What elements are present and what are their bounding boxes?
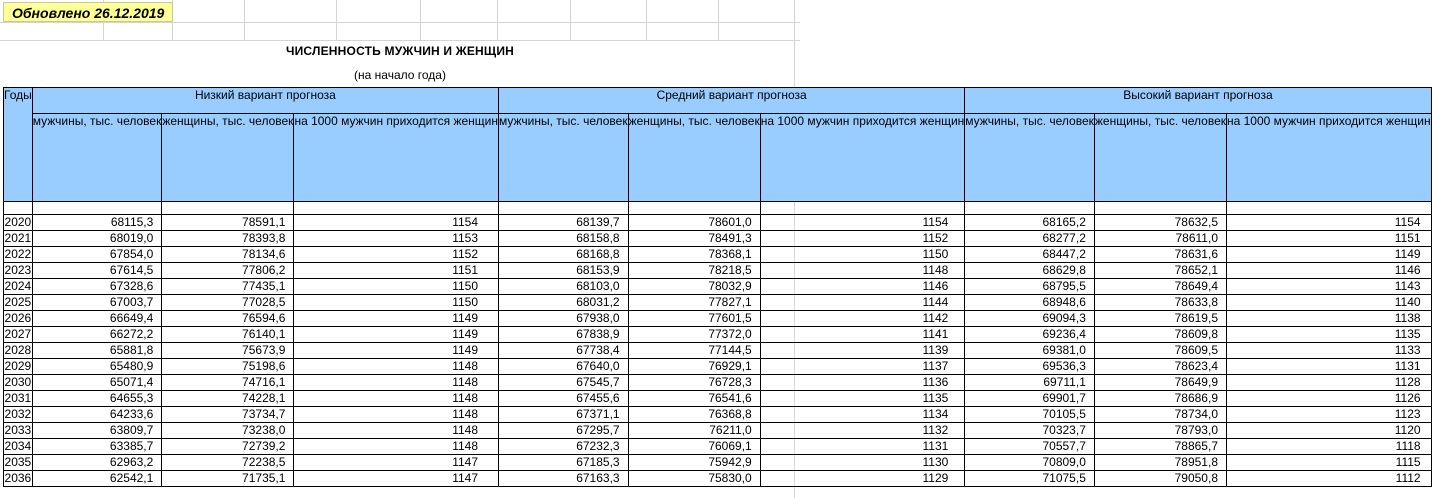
table-row [4, 455, 1432, 471]
cell-low-women[interactable]: 72739,2 [162, 439, 294, 455]
cell-mid-women[interactable]: 76368,8 [628, 407, 760, 423]
cell-high-women[interactable]: 78865,7 [1094, 439, 1226, 455]
cell-high-ratio[interactable]: 1149 [1227, 247, 1432, 263]
population-table [3, 87, 1432, 487]
table-row [4, 327, 1432, 343]
cell-high-ratio[interactable]: 1133 [1227, 343, 1432, 359]
cell-high-women[interactable]: 78649,4 [1094, 279, 1226, 295]
table-row [4, 295, 1432, 311]
cell-mid-ratio[interactable]: 1135 [760, 391, 965, 407]
cell-year[interactable]: 2021 [4, 231, 32, 245]
table-row [4, 423, 1432, 439]
cell-high-men[interactable]: 68447,2 [965, 247, 1095, 263]
cell-mid-men[interactable]: 68031,2 [499, 295, 629, 311]
cell-mid-women[interactable]: 77144,5 [628, 343, 760, 359]
cell-low-women[interactable]: 77028,5 [162, 295, 294, 311]
cell-high-men[interactable]: 69381,0 [965, 343, 1095, 359]
header-mid-variant[interactable]: Средний вариант прогноза [499, 88, 965, 114]
cell-mid-ratio[interactable]: 1141 [760, 327, 965, 343]
table-row [4, 231, 1432, 247]
cell-mid-women[interactable]: 75830,0 [628, 471, 760, 487]
spacer-row [4, 202, 1432, 215]
cell-low-women[interactable]: 75198,6 [162, 359, 294, 375]
cell-mid-women[interactable]: 77372,0 [628, 327, 760, 343]
cell-low-men[interactable]: 65480,9 [32, 359, 162, 375]
table-row [4, 263, 1432, 279]
cell-high-women[interactable]: 78633,8 [1094, 295, 1226, 311]
cell-high-ratio[interactable]: 1151 [1227, 231, 1432, 247]
cell-low-men[interactable]: 63385,7 [32, 439, 162, 455]
cell-mid-ratio[interactable]: 1146 [760, 279, 965, 295]
table-row [4, 375, 1432, 391]
cell-low-men[interactable]: 68019,0 [32, 231, 162, 247]
cell-mid-ratio[interactable]: 1148 [760, 263, 965, 279]
cell-year[interactable]: 2023 [4, 263, 32, 277]
cell-high-ratio[interactable]: 1140 [1227, 295, 1432, 311]
cell-high-women[interactable]: 78611,0 [1094, 231, 1226, 247]
table-body [4, 215, 1432, 487]
table-row [4, 343, 1432, 359]
cell-year[interactable]: 2028 [4, 343, 32, 357]
cell-high-women[interactable]: 78619,5 [1094, 311, 1226, 327]
header-men[interactable]: мужчины, тыс. человек [965, 114, 1095, 202]
cell-high-ratio[interactable]: 1154 [1227, 215, 1432, 231]
cell-high-women[interactable]: 78951,8 [1094, 455, 1226, 471]
cell-low-ratio[interactable]: 1154 [294, 215, 499, 231]
header-years[interactable]: Годы [4, 88, 33, 202]
cell-low-ratio[interactable]: 1148 [294, 407, 499, 423]
cell-low-ratio[interactable]: 1151 [294, 263, 499, 279]
cell-high-women[interactable]: 78649,9 [1094, 375, 1226, 391]
cell-high-men[interactable]: 68795,5 [965, 279, 1095, 295]
header-women[interactable]: женщины, тыс. человек [1094, 114, 1226, 202]
cell-mid-women[interactable]: 77601,5 [628, 311, 760, 327]
cell-mid-women[interactable]: 75942,9 [628, 455, 760, 471]
table-title: ЧИСЛЕННОСТЬ МУЖЧИН И ЖЕНЩИН [285, 44, 515, 58]
cell-high-ratio[interactable]: 1115 [1227, 455, 1432, 471]
cell-high-women[interactable]: 78609,5 [1094, 343, 1226, 359]
cell-high-women[interactable]: 78609,8 [1094, 327, 1226, 343]
cell-low-ratio[interactable]: 1147 [294, 471, 499, 487]
cell-mid-ratio[interactable]: 1132 [760, 423, 965, 439]
cell-mid-men[interactable]: 67738,4 [499, 343, 629, 359]
cell-high-men[interactable]: 70105,5 [965, 407, 1095, 423]
cell-mid-men[interactable]: 67295,7 [499, 423, 629, 439]
cell-low-men[interactable]: 65881,8 [32, 343, 162, 359]
cell-high-ratio[interactable]: 1138 [1227, 311, 1432, 327]
cell-mid-ratio[interactable]: 1131 [760, 439, 965, 455]
cell-mid-men[interactable]: 67232,3 [499, 439, 629, 455]
cell-low-men[interactable]: 64233,6 [32, 407, 162, 423]
cell-low-ratio[interactable]: 1147 [294, 455, 499, 471]
cell-high-women[interactable]: 78686,9 [1094, 391, 1226, 407]
header-men[interactable]: мужчины, тыс. человек [32, 114, 162, 202]
cell-high-ratio[interactable]: 1112 [1227, 471, 1432, 487]
cell-high-men[interactable]: 68629,8 [965, 263, 1095, 279]
header-ratio[interactable]: на 1000 мужчин приходится женщин [294, 114, 499, 202]
cell-high-women[interactable]: 79050,8 [1094, 471, 1226, 487]
cell-mid-men[interactable]: 68158,8 [499, 231, 629, 247]
cell-mid-ratio[interactable]: 1134 [760, 407, 965, 423]
cell-high-ratio[interactable]: 1118 [1227, 439, 1432, 455]
grid-line [570, 0, 571, 40]
cell-high-men[interactable]: 71075,5 [965, 471, 1095, 487]
cell-year[interactable]: 2020 [4, 215, 32, 229]
table-row [4, 359, 1432, 375]
cell-mid-men[interactable]: 67938,0 [499, 311, 629, 327]
table-row [4, 391, 1432, 407]
cell-mid-men[interactable]: 67185,3 [499, 455, 629, 471]
grid-line [718, 0, 719, 40]
cell-high-men[interactable]: 68277,2 [965, 231, 1095, 247]
cell-high-women[interactable]: 78652,1 [1094, 263, 1226, 279]
header-ratio[interactable]: на 1000 мужчин приходится женщин [760, 114, 965, 202]
cell-high-men[interactable]: 70557,7 [965, 439, 1095, 455]
cell-low-men[interactable]: 62542,1 [32, 471, 162, 487]
cell-low-women[interactable]: 73734,7 [162, 407, 294, 423]
header-women[interactable]: женщины, тыс. человек [628, 114, 760, 202]
cell-low-women[interactable]: 76594,6 [162, 311, 294, 327]
cell-mid-women[interactable]: 78491,3 [628, 231, 760, 247]
cell-mid-women[interactable]: 77827,1 [628, 295, 760, 311]
cell-low-women[interactable]: 78393,8 [162, 231, 294, 247]
cell-low-men[interactable]: 63809,7 [32, 423, 162, 439]
cell-low-ratio[interactable]: 1149 [294, 311, 499, 327]
cell-mid-men[interactable]: 67838,9 [499, 327, 629, 343]
header-high-variant[interactable]: Высокий вариант прогноза [965, 88, 1431, 114]
cell-mid-men[interactable]: 67640,0 [499, 359, 629, 375]
cell-year[interactable]: 2026 [4, 311, 32, 325]
cell-low-men[interactable]: 67328,6 [32, 279, 162, 295]
cell-high-ratio[interactable]: 1131 [1227, 359, 1432, 375]
table-row [4, 471, 1432, 487]
cell-low-men[interactable]: 67854,0 [32, 247, 162, 263]
cell-mid-men[interactable]: 68153,9 [499, 263, 629, 279]
cell-high-ratio[interactable]: 1143 [1227, 279, 1432, 295]
cell-high-women[interactable]: 78632,5 [1094, 215, 1226, 231]
cell-low-women[interactable]: 76140,1 [162, 327, 294, 343]
cell-mid-ratio[interactable]: 1152 [760, 231, 965, 247]
cell-mid-men[interactable]: 67163,3 [499, 471, 629, 487]
cell-year[interactable]: 2035 [4, 455, 32, 469]
cell-high-men[interactable]: 69711,1 [965, 375, 1095, 391]
grid-line [336, 0, 337, 40]
cell-mid-ratio[interactable]: 1139 [760, 343, 965, 359]
cell-mid-women[interactable]: 76211,0 [628, 423, 760, 439]
cell-year[interactable]: 2032 [4, 407, 32, 421]
cell-mid-women[interactable]: 78368,1 [628, 247, 760, 263]
cell-year[interactable]: 2036 [4, 471, 32, 485]
cell-high-ratio[interactable]: 1128 [1227, 375, 1432, 391]
cell-mid-men[interactable]: 67545,7 [499, 375, 629, 391]
cell-high-ratio[interactable]: 1126 [1227, 391, 1432, 407]
cell-low-women[interactable]: 71735,1 [162, 471, 294, 487]
grid-line [497, 0, 498, 40]
cell-low-men[interactable]: 62963,2 [32, 455, 162, 471]
cell-low-ratio[interactable]: 1153 [294, 231, 499, 247]
cell-mid-men[interactable]: 68103,0 [499, 279, 629, 295]
cell-low-women[interactable]: 75673,9 [162, 343, 294, 359]
cell-low-ratio[interactable]: 1148 [294, 359, 499, 375]
cell-high-men[interactable]: 69901,7 [965, 391, 1095, 407]
header-low-variant[interactable]: Низкий вариант прогноза [32, 88, 498, 114]
cell-low-men[interactable]: 67614,5 [32, 263, 162, 279]
cell-year[interactable]: 2034 [4, 439, 32, 453]
updated-date-label[interactable]: Обновлено 26.12.2019 [3, 2, 173, 22]
cell-mid-ratio[interactable]: 1154 [760, 215, 965, 231]
cell-low-women[interactable]: 77806,2 [162, 263, 294, 279]
header-ratio[interactable]: на 1000 мужчин приходится женщин [1227, 114, 1432, 202]
cell-mid-ratio[interactable]: 1142 [760, 311, 965, 327]
cell-low-men[interactable]: 64655,3 [32, 391, 162, 407]
cell-mid-ratio[interactable]: 1150 [760, 247, 965, 263]
table-row [4, 215, 1432, 231]
cell-mid-ratio[interactable]: 1129 [760, 471, 965, 487]
cell-year[interactable]: 2027 [4, 327, 32, 341]
cell-mid-ratio[interactable]: 1136 [760, 375, 965, 391]
cell-low-men[interactable]: 68115,3 [32, 215, 162, 231]
cell-low-ratio[interactable]: 1150 [294, 295, 499, 311]
cell-low-men[interactable]: 67003,7 [32, 295, 162, 311]
cell-low-men[interactable]: 66272,2 [32, 327, 162, 343]
cell-low-women[interactable]: 72238,5 [162, 455, 294, 471]
cell-mid-men[interactable]: 68168,8 [499, 247, 629, 263]
grid-line [0, 40, 800, 41]
cell-high-men[interactable]: 70809,0 [965, 455, 1095, 471]
cell-year[interactable]: 2025 [4, 295, 32, 309]
cell-high-women[interactable]: 78631,6 [1094, 247, 1226, 263]
cell-year[interactable]: 2022 [4, 247, 32, 261]
cell-mid-ratio[interactable]: 1137 [760, 359, 965, 375]
cell-low-ratio[interactable]: 1149 [294, 343, 499, 359]
grid-line [420, 0, 421, 40]
header-women[interactable]: женщины, тыс. человек [162, 114, 294, 202]
grid-line [244, 0, 245, 40]
cell-low-ratio[interactable]: 1150 [294, 279, 499, 295]
cell-mid-ratio[interactable]: 1130 [760, 455, 965, 471]
cell-mid-women[interactable]: 78218,5 [628, 263, 760, 279]
cell-year[interactable]: 2030 [4, 375, 32, 389]
cell-high-men[interactable]: 68948,6 [965, 295, 1095, 311]
cell-year[interactable]: 2024 [4, 279, 32, 293]
cell-low-ratio[interactable]: 1152 [294, 247, 499, 263]
cell-mid-men[interactable]: 67455,6 [499, 391, 629, 407]
cell-high-men[interactable]: 69536,3 [965, 359, 1095, 375]
cell-low-ratio[interactable]: 1148 [294, 423, 499, 439]
cell-mid-ratio[interactable]: 1144 [760, 295, 965, 311]
cell-mid-men[interactable]: 68139,7 [499, 215, 629, 231]
cell-low-women[interactable]: 78591,1 [162, 215, 294, 231]
cell-mid-women[interactable]: 78601,0 [628, 215, 760, 231]
cell-low-women[interactable]: 77435,1 [162, 279, 294, 295]
table-row [4, 407, 1432, 423]
cell-high-women[interactable]: 78734,0 [1094, 407, 1226, 423]
table-row [4, 279, 1432, 295]
cell-low-women[interactable]: 74228,1 [162, 391, 294, 407]
cell-high-men[interactable]: 70323,7 [965, 423, 1095, 439]
cell-high-ratio[interactable]: 1123 [1227, 407, 1432, 423]
cell-high-ratio[interactable]: 1135 [1227, 327, 1432, 343]
table-row [4, 247, 1432, 263]
table-subtitle: (на начало года) [354, 68, 446, 82]
cell-low-ratio[interactable]: 1148 [294, 391, 499, 407]
cell-high-men[interactable]: 68165,2 [965, 215, 1095, 231]
cell-low-ratio[interactable]: 1148 [294, 375, 499, 391]
cell-high-women[interactable]: 78623,4 [1094, 359, 1226, 375]
cell-mid-women[interactable]: 76069,1 [628, 439, 760, 455]
cell-mid-women[interactable]: 76728,3 [628, 375, 760, 391]
cell-high-ratio[interactable]: 1120 [1227, 423, 1432, 439]
cell-mid-women[interactable]: 76541,6 [628, 391, 760, 407]
cell-year[interactable]: 2029 [4, 359, 32, 373]
cell-low-ratio[interactable]: 1149 [294, 327, 499, 343]
cell-year[interactable]: 2033 [4, 423, 32, 437]
cell-low-men[interactable]: 66649,4 [32, 311, 162, 327]
cell-low-women[interactable]: 73238,0 [162, 423, 294, 439]
cell-low-women[interactable]: 74716,1 [162, 375, 294, 391]
grid-line [646, 0, 647, 40]
cell-mid-women[interactable]: 78032,9 [628, 279, 760, 295]
table-row [4, 311, 1432, 327]
cell-low-ratio[interactable]: 1148 [294, 439, 499, 455]
cell-high-men[interactable]: 69094,3 [965, 311, 1095, 327]
header-men[interactable]: мужчины, тыс. человек [499, 114, 629, 202]
cell-low-men[interactable]: 65071,4 [32, 375, 162, 391]
cell-high-men[interactable]: 69236,4 [965, 327, 1095, 343]
cell-mid-women[interactable]: 76929,1 [628, 359, 760, 375]
cell-high-ratio[interactable]: 1146 [1227, 263, 1432, 279]
table-row [4, 439, 1432, 455]
cell-mid-men[interactable]: 67371,1 [499, 407, 629, 423]
cell-high-women[interactable]: 78793,0 [1094, 423, 1226, 439]
cell-low-women[interactable]: 78134,6 [162, 247, 294, 263]
cell-year[interactable]: 2031 [4, 391, 32, 405]
